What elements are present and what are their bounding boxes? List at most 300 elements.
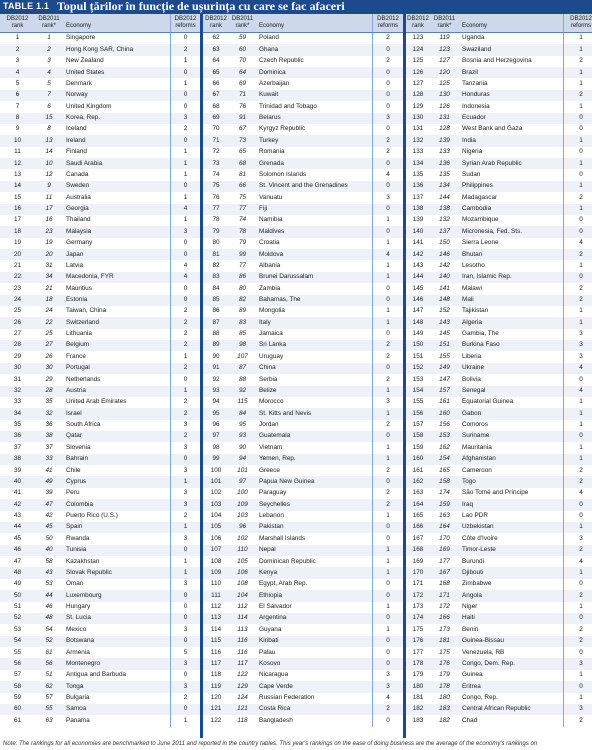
- rank-2011-cell: 158: [430, 476, 459, 487]
- economy-cell: Gambia, The: [462, 330, 499, 338]
- reforms-cell: 1: [170, 351, 200, 362]
- rank-2012-cell: 95: [203, 408, 229, 419]
- rank-2011-cell: 18: [35, 295, 63, 306]
- rank-2012-cell: 119: [203, 681, 229, 692]
- economy-cell: Burundi: [462, 557, 485, 565]
- economy-cell: Central African Republic: [459, 704, 563, 715]
- rank-2012-cell: 39: [13, 466, 22, 474]
- header-rank-2011: [430, 14, 459, 33]
- reforms-cell: 1: [170, 715, 200, 726]
- reforms-cell: 4: [372, 249, 403, 260]
- economy-cell: Lebanon: [259, 512, 284, 520]
- rank-2012-cell: 62: [212, 34, 220, 42]
- reforms-cell: 1: [372, 602, 403, 613]
- economy-cell: Argentina: [256, 613, 372, 624]
- economy-cell: Azerbaijan: [259, 79, 290, 87]
- rank-2012-cell: 22: [0, 272, 35, 283]
- reforms-cell: 1: [563, 181, 592, 192]
- rank-2011-cell: 9: [35, 181, 63, 192]
- rank-2012-cell: 122: [210, 716, 222, 724]
- reforms-cell: 0: [563, 169, 592, 180]
- rank-2012-cell: 37: [13, 443, 22, 451]
- rank-2012-cell: 110: [210, 580, 222, 588]
- rank-2011-cell: 31: [45, 261, 53, 269]
- reforms-cell: 0: [372, 533, 403, 544]
- rank-2012-cell: 131: [412, 125, 424, 133]
- rank-2011-cell: 91: [229, 113, 256, 124]
- rank-2012-cell: 5: [15, 79, 20, 87]
- reforms-cell: 1: [563, 78, 592, 89]
- reforms-cell: 3: [170, 113, 200, 124]
- rank-2011-cell: 112: [237, 603, 248, 611]
- rank-2012-cell: 101: [203, 476, 229, 487]
- rank-2012-cell: 145: [412, 284, 424, 292]
- rank-2011-cell: 14: [45, 148, 53, 156]
- economy-cell: Jordan: [259, 421, 279, 429]
- rank-2012-cell: 164: [406, 499, 430, 510]
- reforms-cell: 0: [563, 647, 592, 658]
- rank-2012-cell: 6: [0, 90, 35, 101]
- rank-2011-cell: 92: [229, 386, 256, 397]
- reforms-cell: 0: [372, 158, 403, 169]
- reforms-cell: 0: [170, 67, 200, 78]
- rank-2011-cell: 182: [439, 716, 450, 724]
- rank-2011-cell: 87: [229, 363, 256, 374]
- rank-2012-cell: 88: [212, 330, 220, 338]
- economy-cell: Haiti: [459, 613, 563, 624]
- header-text: reforms: [570, 23, 592, 29]
- rank-2011-cell: 60: [229, 44, 256, 55]
- economy-cell: Syrian Arab Republic: [459, 158, 563, 169]
- reforms-cell: 0: [170, 249, 200, 260]
- reforms-cell: 0: [170, 283, 200, 294]
- rank-2012-cell: 83: [203, 272, 229, 283]
- reforms-cell: 1: [563, 67, 592, 78]
- reforms-cell: 5: [170, 647, 200, 658]
- rank-2012-cell: 71: [203, 135, 229, 146]
- rank-2011-cell: 95: [238, 421, 247, 429]
- empty-cell: [170, 727, 200, 738]
- reforms-cell: 2: [372, 465, 403, 476]
- rank-2012-cell: 134: [406, 158, 430, 169]
- rank-2011-cell: 26: [45, 352, 53, 360]
- rank-2012-cell: 91: [203, 363, 229, 374]
- reforms-cell: 3: [170, 499, 200, 510]
- rank-2011-cell: 141: [439, 284, 450, 292]
- header-text: rank*: [41, 23, 56, 29]
- rank-2012-cell: 34: [0, 408, 35, 419]
- economy-cell: Niger: [462, 603, 478, 611]
- economy-cell: Mauritius: [66, 284, 92, 292]
- rank-2012-cell: 52: [0, 613, 35, 624]
- reforms-cell: 0: [563, 113, 592, 124]
- header-rank-2012: [406, 14, 430, 33]
- reforms-cell: 3: [170, 579, 200, 590]
- rank-2011-cell: 12: [45, 170, 53, 178]
- rank-2012-cell: 173: [412, 603, 424, 611]
- economy-cell: Portugal: [63, 363, 170, 374]
- header-text: rank: [11, 23, 24, 29]
- reforms-cell: 0: [563, 147, 592, 158]
- rank-2012-cell: 155: [412, 398, 424, 406]
- header-text: DB2011: [231, 16, 254, 22]
- reforms-cell: 0: [170, 101, 200, 112]
- rank-2011-cell: 148: [430, 295, 459, 306]
- economy-cell: United Kingdom: [66, 102, 112, 110]
- rank-2011-cell: 116: [229, 636, 256, 647]
- rank-2011-cell: 22: [35, 317, 63, 328]
- reforms-cell: 2: [372, 147, 403, 158]
- rank-2011-cell: 107: [237, 352, 248, 360]
- economy-cell: Indonesia: [462, 102, 490, 110]
- rank-2012-cell: 143: [412, 261, 424, 269]
- rank-2012-cell: 129: [412, 102, 424, 110]
- economy-cell: Cambodia: [459, 204, 563, 215]
- economy-cell: Iraq: [459, 499, 563, 510]
- rank-2012-cell: 115: [203, 636, 229, 647]
- header-text: DB2012: [6, 16, 29, 22]
- header-text: rank: [412, 23, 424, 29]
- rank-2011-cell: 161: [439, 398, 450, 406]
- rank-2011-cell: 96: [229, 522, 256, 533]
- rank-2011-cell: 20: [35, 249, 63, 260]
- economy-cell: Cyprus: [63, 476, 170, 487]
- economy-cell: Vietnam: [259, 443, 283, 451]
- rank-2011-cell: 7: [35, 90, 63, 101]
- economy-cell: Morocco: [259, 398, 284, 406]
- reforms-cell: 4: [372, 693, 403, 704]
- rank-2012-cell: 77: [203, 204, 229, 215]
- rank-2012-cell: 38: [0, 454, 35, 465]
- reforms-cell: 2: [372, 56, 403, 67]
- reforms-cell: 4: [170, 204, 200, 215]
- reforms-cell: 0: [372, 658, 403, 669]
- rank-2011-cell: 117: [229, 658, 256, 669]
- header-text: DB2012: [377, 16, 399, 22]
- rank-2011-cell: 42: [45, 512, 53, 520]
- rank-2012-cell: 30: [0, 363, 35, 374]
- rank-2012-cell: 65: [203, 67, 229, 78]
- reforms-cell: 2: [170, 431, 200, 442]
- header-reforms: [372, 14, 403, 33]
- reforms-cell: 0: [170, 295, 200, 306]
- reforms-cell: 2: [170, 306, 200, 317]
- rank-2011-cell: 54: [45, 625, 53, 633]
- header-rank-2012: [203, 14, 229, 33]
- reforms-cell: 3: [372, 192, 403, 203]
- reforms-cell: 0: [372, 715, 403, 726]
- rank-2011-cell: 23: [35, 226, 63, 237]
- rank-2012-cell: 72: [212, 148, 220, 156]
- economy-cell: Timor-Leste: [459, 545, 563, 556]
- economy-cell: Costa Rica: [256, 704, 372, 715]
- rank-2012-cell: 175: [412, 625, 424, 633]
- reforms-cell: 2: [563, 283, 592, 294]
- rank-2012-cell: 17: [13, 216, 22, 224]
- rank-2011-cell: 63: [45, 716, 53, 724]
- rank-2012-cell: 19: [13, 239, 22, 247]
- rank-2011-cell: 166: [430, 613, 459, 624]
- rank-2012-cell: 121: [203, 704, 229, 715]
- economy-cell: Romania: [259, 148, 285, 156]
- header-text: rank*: [235, 23, 250, 29]
- rank-2011-cell: 93: [229, 431, 256, 442]
- reforms-cell: 3: [170, 658, 200, 669]
- rank-2012-cell: 67: [203, 90, 229, 101]
- rank-2012-cell: 32: [0, 386, 35, 397]
- economy-cell: Croatia: [259, 239, 280, 247]
- rank-2011-cell: 30: [35, 363, 63, 374]
- header-text: DB2012: [407, 16, 429, 22]
- rank-2011-cell: 28: [35, 386, 63, 397]
- economy-cell: Paraguay: [259, 489, 287, 497]
- reforms-cell: 1: [372, 511, 403, 522]
- economy-cell: Egypt, Arab Rep.: [259, 580, 308, 588]
- reforms-cell: 2: [563, 624, 592, 635]
- rank-2011-cell: 175: [439, 648, 450, 656]
- rank-2012-cell: 11: [14, 148, 21, 156]
- reforms-cell: 4: [563, 488, 592, 499]
- economy-cell: Rwanda: [66, 534, 90, 542]
- rank-2011-cell: 97: [229, 476, 256, 487]
- reforms-cell: 1: [170, 556, 200, 567]
- rank-2011-cell: 71: [229, 90, 256, 101]
- rank-2011-cell: 10: [35, 158, 63, 169]
- rank-2012-cell: 128: [406, 90, 430, 101]
- reforms-cell: 1: [563, 408, 592, 419]
- rank-2012-cell: 151: [412, 352, 424, 360]
- rank-2011-cell: 82: [229, 295, 256, 306]
- reforms-cell: 2: [563, 56, 592, 67]
- rank-2011-cell: 48: [35, 613, 63, 624]
- rank-2011-cell: 73: [229, 135, 256, 146]
- economy-cell: Trinidad and Tobago: [259, 102, 317, 110]
- economy-cell: Fiji: [256, 204, 372, 215]
- economy-cell: Austria: [63, 386, 170, 397]
- economy-cell: Brunei Darussalam: [256, 272, 372, 283]
- rank-2012-cell: 90: [212, 352, 220, 360]
- rank-2012-cell: 168: [406, 545, 430, 556]
- rank-2011-cell: 81: [238, 170, 247, 178]
- economy-cell: Papua New Guinea: [256, 476, 372, 487]
- economy-cell: Equatorial Guinea: [462, 398, 514, 406]
- header-text: rank: [210, 23, 222, 29]
- rank-2012-cell: 138: [406, 204, 430, 215]
- rank-2011-cell: 5: [47, 79, 51, 87]
- reforms-cell: 1: [563, 522, 592, 533]
- rank-2012-cell: 60: [0, 704, 35, 715]
- economy-cell: Chile: [66, 466, 81, 474]
- economy-cell: Uruguay: [259, 352, 284, 360]
- reforms-cell: 2: [563, 90, 592, 101]
- rank-2012-cell: 25: [13, 307, 22, 315]
- economy-cell: Mauritania: [462, 443, 492, 451]
- rank-2012-cell: 20: [0, 249, 35, 260]
- empty-cell: [35, 727, 63, 738]
- rank-2011-cell: 65: [238, 148, 247, 156]
- rank-2011-cell: 40: [35, 545, 63, 556]
- economy-cell: Malawi: [462, 284, 482, 292]
- rank-2012-cell: 86: [212, 307, 220, 315]
- reforms-cell: 2: [170, 44, 200, 55]
- rank-2011-cell: 129: [229, 681, 256, 692]
- rank-2011-cell: 56: [35, 658, 63, 669]
- rank-2011-cell: 94: [229, 454, 256, 465]
- header-text: reforms: [377, 23, 399, 29]
- header-rank-2011: [35, 14, 63, 33]
- rank-2011-cell: 70: [238, 57, 247, 65]
- reforms-cell: 3: [563, 329, 592, 340]
- rank-2012-cell: 125: [412, 57, 424, 65]
- rank-2011-cell: 115: [237, 398, 248, 406]
- reforms-cell: 0: [372, 90, 403, 101]
- economy-cell: Sri Lanka: [256, 340, 372, 351]
- reforms-cell: 3: [170, 465, 200, 476]
- rank-2011-cell: 106: [229, 567, 256, 578]
- rank-2011-cell: 132: [439, 216, 450, 224]
- rank-2012-cell: 156: [406, 408, 430, 419]
- reforms-cell: 2: [372, 704, 403, 715]
- rank-2012-cell: 2: [0, 44, 35, 55]
- rank-2011-cell: 154: [430, 454, 459, 465]
- reforms-cell: 1: [563, 135, 592, 146]
- reforms-cell: 1: [372, 260, 403, 271]
- economy-cell: United States: [63, 67, 170, 78]
- rank-2012-cell: 59: [13, 693, 22, 701]
- reforms-cell: 2: [563, 249, 592, 260]
- rank-2011-cell: 46: [45, 603, 53, 611]
- rank-2012-cell: 79: [203, 226, 229, 237]
- rank-2011-cell: 11: [45, 193, 53, 201]
- economy-cell: Bhutan: [459, 249, 563, 260]
- rank-2012-cell: 26: [0, 317, 35, 328]
- reforms-cell: 2: [170, 317, 200, 328]
- reforms-cell: 4: [170, 272, 200, 283]
- economy-cell: Togo: [459, 476, 563, 487]
- economy-cell: Congo, Dem. Rep.: [459, 658, 563, 669]
- rank-2012-cell: 154: [406, 386, 430, 397]
- reforms-cell: 1: [170, 56, 200, 67]
- rank-2012-cell: 75: [203, 181, 229, 192]
- rank-2012-cell: 41: [13, 489, 22, 497]
- rank-2012-cell: 76: [212, 193, 220, 201]
- rank-2012-cell: 8: [0, 113, 35, 124]
- economy-cell: Eritrea: [459, 681, 563, 692]
- rank-2012-cell: 117: [203, 658, 229, 669]
- rank-2011-cell: 62: [35, 681, 63, 692]
- rank-2011-cell: 21: [45, 284, 53, 292]
- rank-2011-cell: 159: [430, 499, 459, 510]
- reforms-cell: 0: [372, 181, 403, 192]
- reforms-cell: 1: [372, 215, 403, 226]
- header-reforms: [170, 14, 200, 33]
- rank-2012-cell: 23: [13, 284, 22, 292]
- table-title: Topul țărilor în funcție de ușurința cu care se fac afaceri: [57, 0, 345, 13]
- reforms-cell: 0: [372, 636, 403, 647]
- reforms-cell: 3: [170, 442, 200, 453]
- reforms-cell: 0: [372, 431, 403, 442]
- rank-2011-cell: 116: [237, 648, 248, 656]
- economy-cell: Denmark: [66, 79, 92, 87]
- reforms-cell: 0: [170, 704, 200, 715]
- rank-2012-cell: 146: [406, 295, 430, 306]
- rank-2011-cell: 108: [237, 580, 248, 588]
- rankings-table: [0, 14, 592, 738]
- reforms-cell: 0: [170, 181, 200, 192]
- economy-cell: Belarus: [256, 113, 372, 124]
- reforms-cell: 3: [170, 420, 200, 431]
- reforms-cell: 0: [170, 90, 200, 101]
- economy-cell: Samoa: [63, 704, 170, 715]
- rank-2012-cell: 106: [210, 534, 222, 542]
- reforms-cell: 1: [372, 238, 403, 249]
- rank-2012-cell: 89: [203, 340, 229, 351]
- rank-2012-cell: 63: [203, 44, 229, 55]
- reforms-cell: 2: [563, 295, 592, 306]
- rank-2012-cell: 130: [406, 113, 430, 124]
- rank-2011-cell: 156: [439, 421, 450, 429]
- rank-2011-cell: 150: [439, 239, 450, 247]
- reforms-cell: 0: [563, 579, 592, 590]
- rank-2012-cell: 44: [0, 522, 35, 533]
- reforms-cell: 2: [372, 135, 403, 146]
- economy-cell: Israel: [63, 408, 170, 419]
- reforms-cell: 1: [563, 602, 592, 613]
- empty-cell: [406, 727, 430, 738]
- rank-2011-cell: 179: [439, 671, 450, 679]
- economy-cell: Jamaica: [259, 330, 283, 338]
- economy-cell: Antigua and Barbuda: [66, 671, 127, 679]
- rank-2012-cell: 15: [13, 193, 22, 201]
- economy-cell: Cape Verde: [256, 681, 372, 692]
- rank-2011-cell: 77: [238, 261, 247, 269]
- rank-2012-cell: 54: [0, 636, 35, 647]
- empty-cell: [256, 727, 372, 738]
- header-text: DB2011: [38, 16, 60, 22]
- reforms-cell: 3: [170, 624, 200, 635]
- rank-2012-cell: 99: [203, 454, 229, 465]
- economy-cell: Kyrgyz Republic: [259, 125, 306, 133]
- rank-2011-cell: 24: [45, 307, 53, 315]
- economy-cell: Thailand: [66, 216, 91, 224]
- rank-2012-cell: 161: [412, 466, 424, 474]
- rank-2011-cell: 127: [439, 57, 450, 65]
- rank-2011-cell: 173: [439, 625, 450, 633]
- rank-2012-cell: 159: [412, 443, 424, 451]
- economy-cell: Lithuania: [66, 330, 92, 338]
- reforms-cell: 4: [563, 238, 592, 249]
- rank-2012-cell: 4: [0, 67, 35, 78]
- economy-cell: Dominican Republic: [259, 557, 316, 565]
- rank-2012-cell: 102: [210, 489, 222, 497]
- reforms-cell: 2: [563, 590, 592, 601]
- economy-cell: Canada: [66, 170, 89, 178]
- rank-2011-cell: 123: [430, 44, 459, 55]
- rank-2011-cell: 110: [229, 545, 256, 556]
- rank-2011-cell: 146: [430, 249, 459, 260]
- rank-2012-cell: 136: [406, 181, 430, 192]
- header-reforms: [563, 14, 592, 33]
- rank-2011-cell: 44: [35, 590, 63, 601]
- economy-cell: Kazakhstan: [66, 557, 100, 565]
- reforms-cell: 1: [563, 44, 592, 55]
- rank-2012-cell: 123: [412, 34, 424, 42]
- reforms-cell: 1: [563, 397, 592, 408]
- economy-cell: Kenya: [256, 567, 372, 578]
- economy-cell: Kiribati: [256, 636, 372, 647]
- economy-cell: West Bank and Gaza: [462, 125, 523, 133]
- rank-2011-cell: 126: [439, 102, 450, 110]
